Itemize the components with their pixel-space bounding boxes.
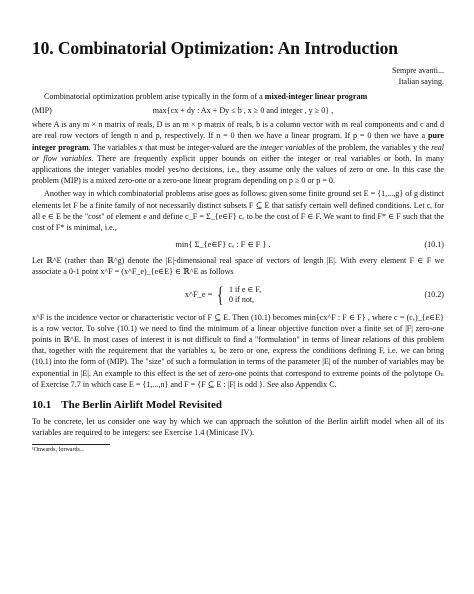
equation-10-2-lhs: x^F_e =: [184, 290, 213, 300]
term-mixed-integer: mixed-integer linear program: [264, 92, 368, 101]
equation-10-2-number: (10.2): [424, 290, 444, 300]
intro-paragraph-2: where A is any m × n matrix of reals, D is an m × p matrix of reals, b is a column vector with m real components and c and d are real row vectors of length n and p, respectively. If n = 0 then we have a linear program. If p = 0 then we have a pure integer program. The variables x that must be integer-valued are the integer variables of the problem, the variables y the real or flow variables. There are frequently explicit upper bounds on either the integer or real variables or both. In many applications the integer variables model yes/no decisions, i.e., they assume only the values of zero or one. In this case the problem (MIP) is a mixed zero-one or a zero-one linear program depending on p ≥ 0 or p = 0.: [32, 120, 445, 186]
intro-paragraph-1: Combinatorial optimization problem arise typically in the form of a mixed-integer linear program: [44, 92, 368, 101]
section-paragraph: To be concrete, let us consider one way by which we can approach the solution of the Berlin airlift model when all of its variables are required to be integers: see Exercise 1.4 (Minicase IV).: [32, 417, 444, 438]
mip-formula: max{cx + dy : Ax + Dy ≤ b , x ≥ 0 and integer , y ≥ 0} ,: [152, 106, 334, 116]
term-pure-integer: pure integer program: [32, 131, 444, 152]
intro-paragraph-3: Another way in which combinatorial problems arise goes as follows: given some finite ground set E = {1,...,g} of g distinct elements let F be a finite family of not necessarily distinct subsets F ⊆ E that satisfy certain well defined conditions. Let cₑ for all e ∈ E be the "cost" of element e and define c_F = Σ_{e∈F} cₑ to be the cost of F ∈ F. We want to find F* ∈ F such that the cost of F* is minimal, i.e.,: [32, 189, 444, 233]
equation-10-1-formula: min{ Σ_{e∈F} cₑ : F ∈ F } .: [175, 240, 271, 250]
equation-10-2: [32, 281, 444, 307]
chapter-title: 10. Combinatorial Optimization: An Introduction: [32, 38, 398, 58]
footnote: ¹Onwards, forwards...: [32, 447, 85, 454]
equation-10-2-case-2: 0 if not,: [228, 294, 255, 304]
equation-10-1-number: (10.1): [424, 239, 444, 249]
mip-label: (MIP): [32, 106, 52, 116]
footnote-rule: [32, 444, 110, 445]
section-title: The Berlin Airlift Model Revisited: [61, 399, 222, 412]
section-number: 10.1: [32, 399, 52, 412]
page: [32, 38, 444, 454]
mip-equation: [32, 105, 444, 116]
equation-10-1: [32, 239, 444, 249]
paragraph-5: x^F is the incidence vector or characteristic vector of F ⊆ E. Then (10.1) becomes min{cx^F : F ∈ F} , where c = (cₑ)_{e∈E} is a row vector. To solve (10.1) we need to find the minimum of a linear objective function over a finite set of |F| zero-one points in ℝ^E. In most cases of interest it is not difficult to find a "formulation" in terms of linear relations of this problem that, together with the requirement that the variables xₑ be zero or one, express the conditions defining F, i.e. we can bring (10.1) into the form of (MIP). The "size" of such a formulation in terms of the parameter |E| of the number of variables may be exponential in |E|. An example to this effect is the set of zero-one points that correspond to extreme points of the polytope Oₙ of Exercise 7.7 in which case E = {1,...,n} and F = {F ⊆ E : |F| is odd }. See also Appendix C.: [32, 312, 444, 389]
epigraph-source: Italian saying.: [398, 77, 444, 86]
paragraph-4: Let ℝ^E (rather than ℝ^g) denote the |E|-dimensional real space of vectors of length |E|. With every element F ∈ F we associate a 0-1 point x^F = (x^F_e)_{e∈E} ∈ ℝ^E as follows: [32, 256, 444, 277]
section-heading: [32, 399, 444, 411]
epigraph-quote: Sempre avanti...: [392, 66, 444, 75]
equation-10-2-case-1: 1 if e ∈ F,: [228, 284, 262, 294]
epigraph: [32, 65, 444, 87]
left-brace: {: [217, 281, 224, 307]
